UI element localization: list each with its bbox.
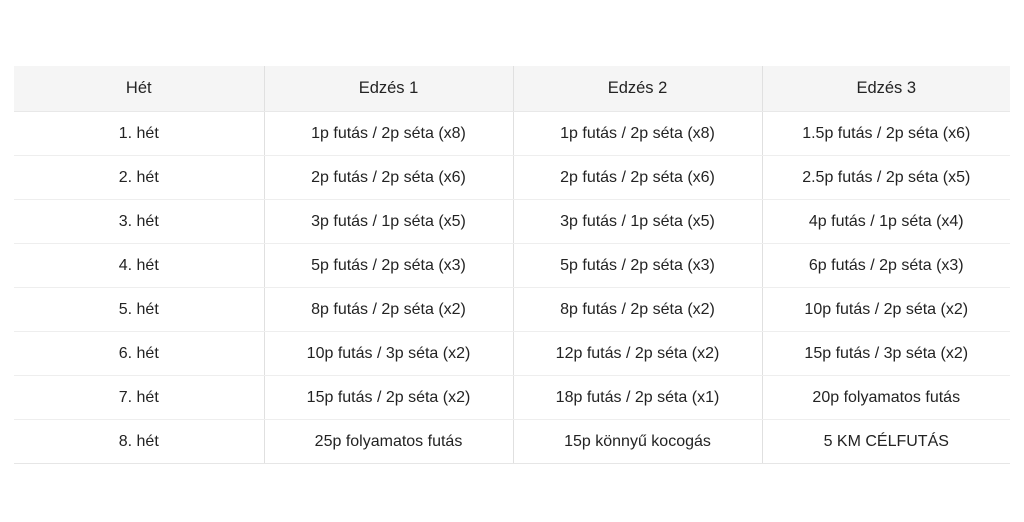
cell-session-1: 2p futás / 2p séta (x6) [264,156,513,200]
cell-session-1: 10p futás / 3p séta (x2) [264,332,513,376]
table-row [14,288,1010,332]
cell-session-3: 4p futás / 1p séta (x4) [762,200,1010,244]
cell-session-2: 8p futás / 2p séta (x2) [513,288,762,332]
table-header-row [14,66,1010,112]
cell-session-3: 10p futás / 2p séta (x2) [762,288,1010,332]
table-row [14,244,1010,288]
cell-session-2: 2p futás / 2p séta (x6) [513,156,762,200]
table-row [14,112,1010,156]
cell-session-1: 15p futás / 2p séta (x2) [264,376,513,420]
training-plan-table [14,66,1010,464]
cell-session-3: 2.5p futás / 2p séta (x5) [762,156,1010,200]
cell-session-1: 1p futás / 2p séta (x8) [264,112,513,156]
cell-week: 4. hét [14,244,264,288]
cell-session-2: 3p futás / 1p séta (x5) [513,200,762,244]
cell-week: 1. hét [14,112,264,156]
table-row [14,332,1010,376]
table-body [14,112,1010,464]
cell-session-3: 6p futás / 2p séta (x3) [762,244,1010,288]
table-row [14,376,1010,420]
cell-session-2: 1p futás / 2p séta (x8) [513,112,762,156]
table-header [14,66,1010,112]
table-row [14,420,1010,464]
cell-session-3: 15p futás / 3p séta (x2) [762,332,1010,376]
cell-session-1: 5p futás / 2p séta (x3) [264,244,513,288]
column-header-session-2: Edzés 2 [513,66,762,112]
cell-session-2: 18p futás / 2p séta (x1) [513,376,762,420]
training-plan-table-wrapper [14,66,1010,464]
column-header-session-3: Edzés 3 [762,66,1010,112]
cell-session-1: 3p futás / 1p séta (x5) [264,200,513,244]
cell-session-3: 20p folyamatos futás [762,376,1010,420]
cell-week: 5. hét [14,288,264,332]
cell-week: 6. hét [14,332,264,376]
cell-week: 7. hét [14,376,264,420]
cell-session-1: 8p futás / 2p séta (x2) [264,288,513,332]
table-row [14,200,1010,244]
cell-session-3: 5 KM CÉLFUTÁS [762,420,1010,464]
cell-week: 8. hét [14,420,264,464]
cell-session-1: 25p folyamatos futás [264,420,513,464]
cell-week: 3. hét [14,200,264,244]
column-header-session-1: Edzés 1 [264,66,513,112]
cell-session-3: 1.5p futás / 2p séta (x6) [762,112,1010,156]
table-row [14,156,1010,200]
cell-week: 2. hét [14,156,264,200]
cell-session-2: 15p könnyű kocogás [513,420,762,464]
column-header-week: Hét [14,66,264,112]
cell-session-2: 5p futás / 2p séta (x3) [513,244,762,288]
cell-session-2: 12p futás / 2p séta (x2) [513,332,762,376]
